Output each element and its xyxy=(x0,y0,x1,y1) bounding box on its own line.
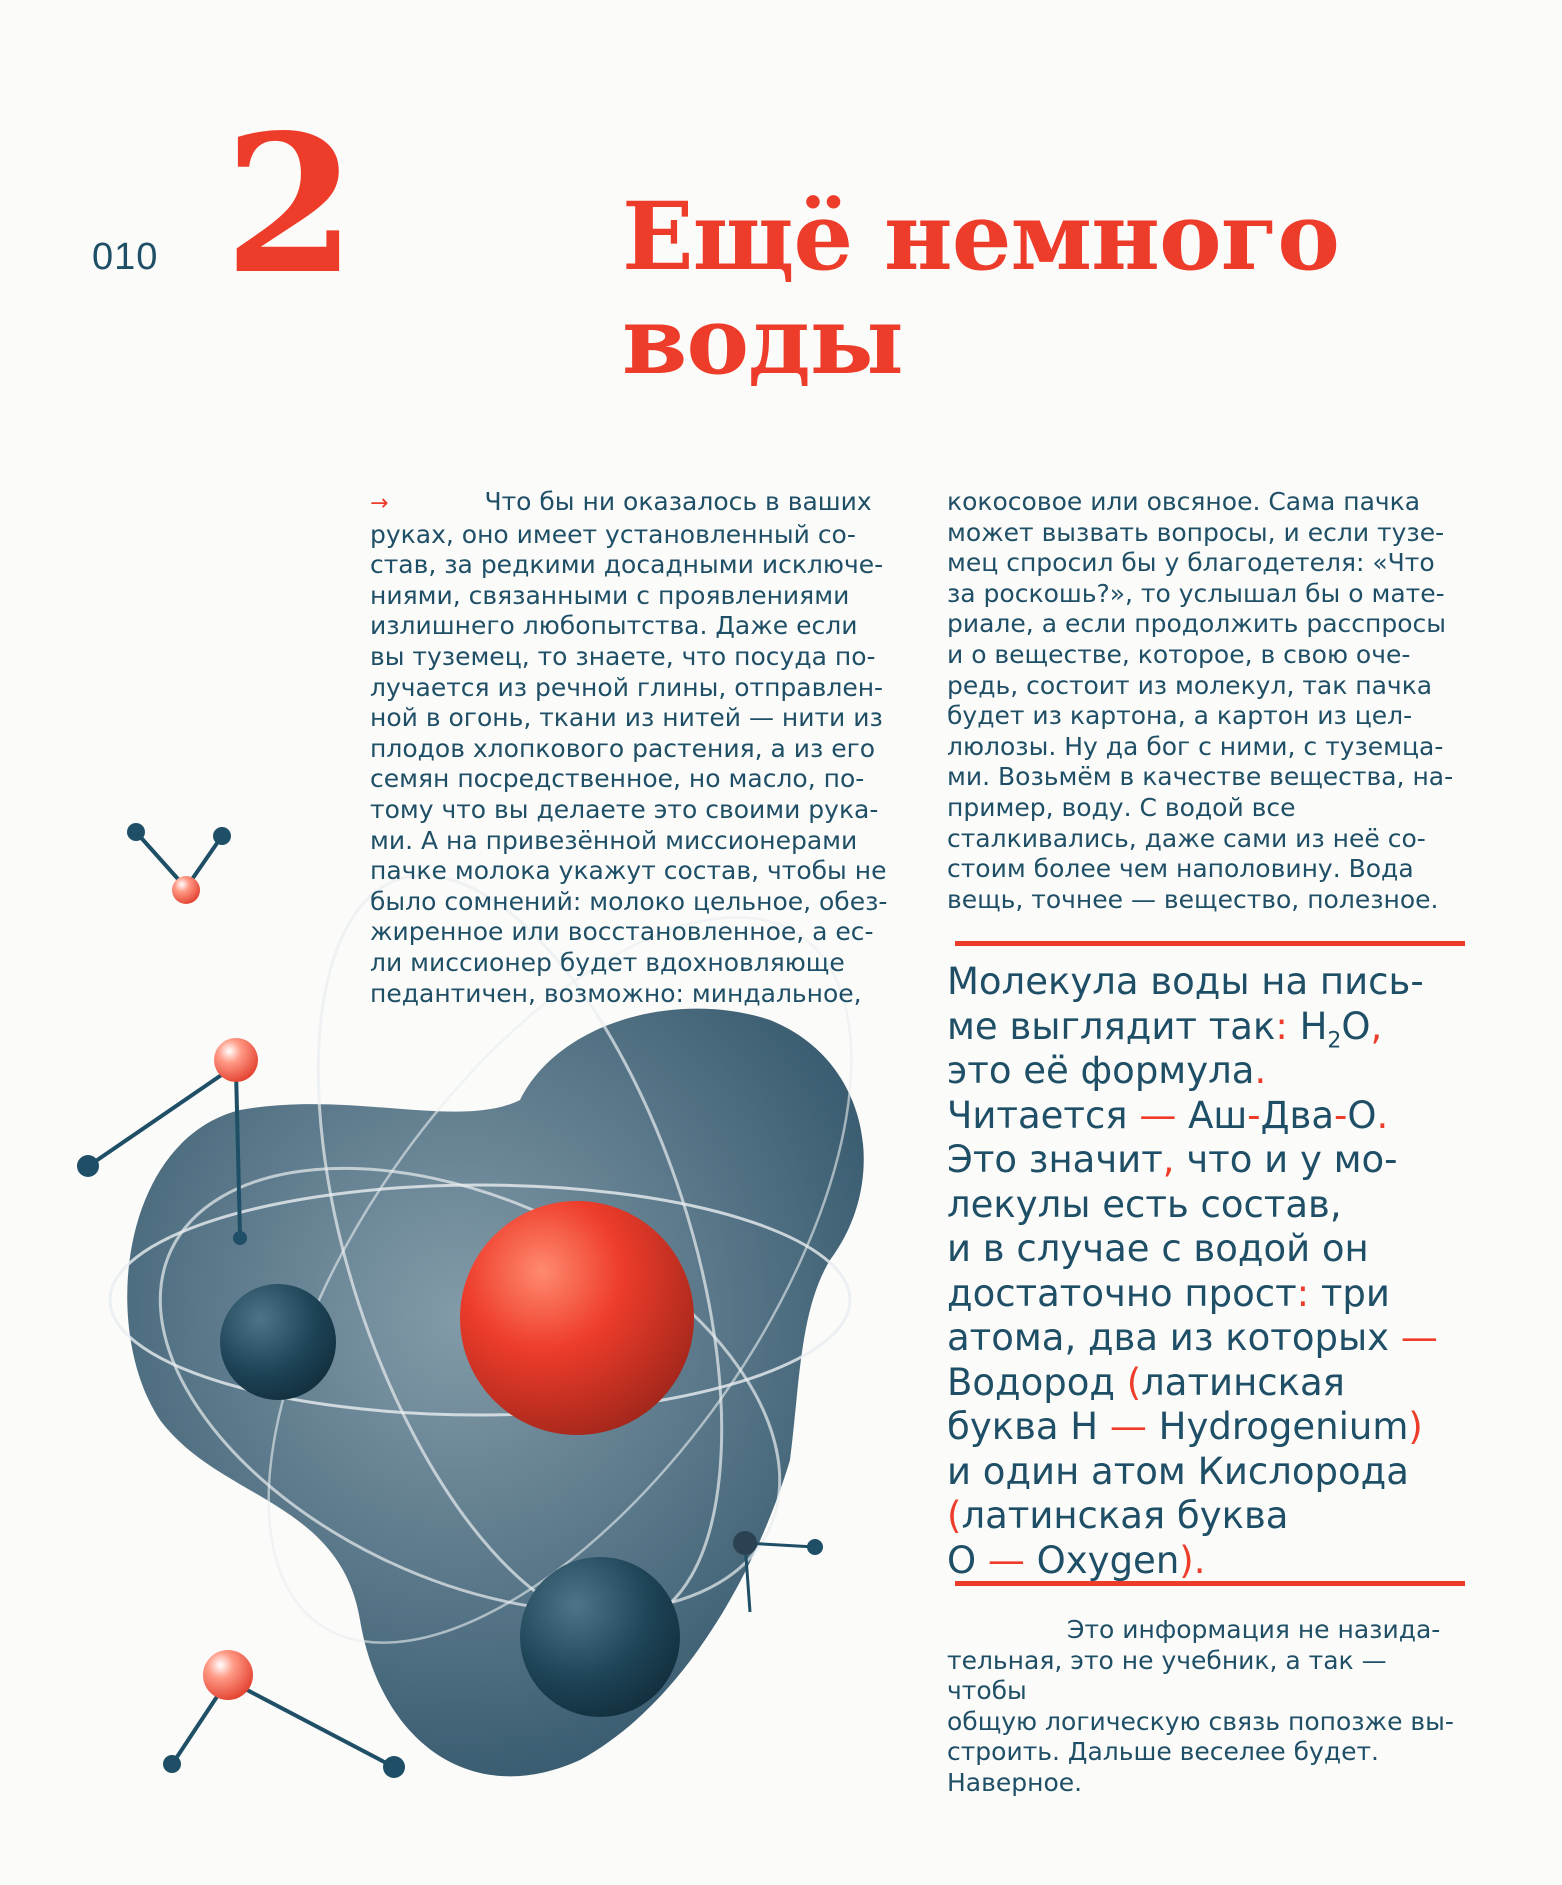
oxygen-atom xyxy=(460,1201,694,1435)
text-line: строить. Дальше веселее будет. xyxy=(947,1737,1379,1767)
quote-line: Молекула воды на пись- xyxy=(947,960,1424,1003)
text-line: ми. Возьмём в качестве вещества, на- xyxy=(947,762,1454,792)
chapter-number: 2 xyxy=(224,93,357,316)
text-line: ниями, связанными с проявлениями xyxy=(370,580,850,610)
arrow-right-icon: → xyxy=(370,491,389,516)
text-line: пачке молока укажут состав, чтобы не xyxy=(370,856,887,886)
text-line: было сомнений: молоко цельное, обез- xyxy=(370,886,888,916)
quote-line: это её формула. xyxy=(947,1049,1267,1092)
text-line: руках, оно имеет установленный со- xyxy=(370,519,856,549)
text-line: ли миссионер будет вдохновляюще xyxy=(370,947,845,977)
divider-rule-bottom xyxy=(955,1581,1465,1586)
text-line: и о веществе, которое, в свою оче- xyxy=(947,639,1411,669)
text-line: за роскошь?», то услышал бы о мате- xyxy=(947,578,1445,608)
text-line: → Что бы ни оказалось в ваших xyxy=(370,487,872,516)
text-line: ми. А на привезённой миссионерами xyxy=(370,825,858,855)
quote-line: и один атом Кислорода xyxy=(947,1449,1409,1493)
quote-line: ме выглядит так: $H_2O$, xyxy=(947,1004,1383,1053)
text-line: вы туземец, то знаете, что посуда по- xyxy=(370,641,876,671)
text-line: люлозы. Ну да бог с ними, с туземца- xyxy=(947,731,1444,761)
quote-line: О — Oxygen). xyxy=(947,1538,1206,1582)
text-line: став, за редкими досадными исключе- xyxy=(370,550,884,580)
small-molecule-1 xyxy=(127,823,231,904)
text-line: общую логическую связь попозже вы- xyxy=(947,1706,1454,1736)
text-line: излишнего любопытства. Даже если xyxy=(370,611,858,641)
text-line: пример, воду. С водой все xyxy=(947,792,1296,822)
body-column-2 xyxy=(947,487,1467,915)
body-column-3 xyxy=(947,1615,1467,1799)
hydrogen-atom-1 xyxy=(220,1284,336,1400)
text-line: риале, а если продолжить расспросы xyxy=(947,609,1447,639)
body-column-1 xyxy=(370,487,910,1009)
quote-line: (латинская буква xyxy=(947,1494,1289,1537)
quote-line: буква Н — Hydrogenium) xyxy=(947,1405,1423,1448)
text-line: редь, состоит из молекул, так пачка xyxy=(947,670,1433,700)
quote-line: и в случае с водой он xyxy=(947,1227,1369,1270)
text-line: мец спросил бы у благодетеля: «Что xyxy=(947,548,1435,578)
divider-rule-top xyxy=(955,941,1465,946)
text-line: вещь, точнее — вещество, полезное. xyxy=(947,884,1439,914)
chapter-title-line-1: Ещё немного xyxy=(622,182,1339,292)
text-line: будет из картона, а картон из цел- xyxy=(947,701,1413,731)
quote-line: Читается — Аш-Два-О. xyxy=(947,1093,1389,1137)
quote-line: атома, два из которых — xyxy=(947,1316,1438,1359)
text-line: семян посредственное, но масло, по- xyxy=(370,764,865,794)
text-line: ной в огонь, ткани из нитей — нити из xyxy=(370,703,883,733)
text-line: тельная, это не учебник, а так — чтобы xyxy=(947,1645,1387,1706)
small-molecule-3 xyxy=(733,1531,823,1612)
pull-quote xyxy=(947,960,1487,1583)
text-line: педантичен, возможно: миндальное, xyxy=(370,978,862,1008)
text-line: Наверное. xyxy=(947,1767,1083,1797)
chapter-title xyxy=(622,182,1362,396)
quote-line: Это значит, что и у мо- xyxy=(947,1138,1398,1181)
quote-line: лекулы есть состав, xyxy=(947,1182,1342,1226)
chapter-title-line-2: воды xyxy=(622,286,903,396)
text-line: лучается из речной глины, отправлен- xyxy=(370,672,884,702)
text-line: Это информация не назида- xyxy=(1067,1615,1441,1644)
text-line: стоим более чем наполовину. Вода xyxy=(947,854,1414,884)
page-number: 010 xyxy=(92,236,159,278)
quote-line: Водород (латинская xyxy=(947,1360,1345,1404)
text-line: кокосовое или овсяное. Сама пачка xyxy=(947,487,1421,516)
text-line: плодов хлопкового растения, а из его xyxy=(370,733,876,763)
quote-line: достаточно прост: три xyxy=(947,1271,1390,1315)
text-line: сталкивались, даже сами из неё со- xyxy=(947,823,1426,853)
text-line: может вызвать вопросы, и если тузе- xyxy=(947,517,1445,547)
hydrogen-atom-2 xyxy=(520,1557,680,1717)
text-line: жиренное или восстановленное, а ес- xyxy=(370,917,874,947)
small-molecule-4 xyxy=(163,1650,405,1778)
text-line: тому что вы делаете это своими рука- xyxy=(370,794,879,824)
